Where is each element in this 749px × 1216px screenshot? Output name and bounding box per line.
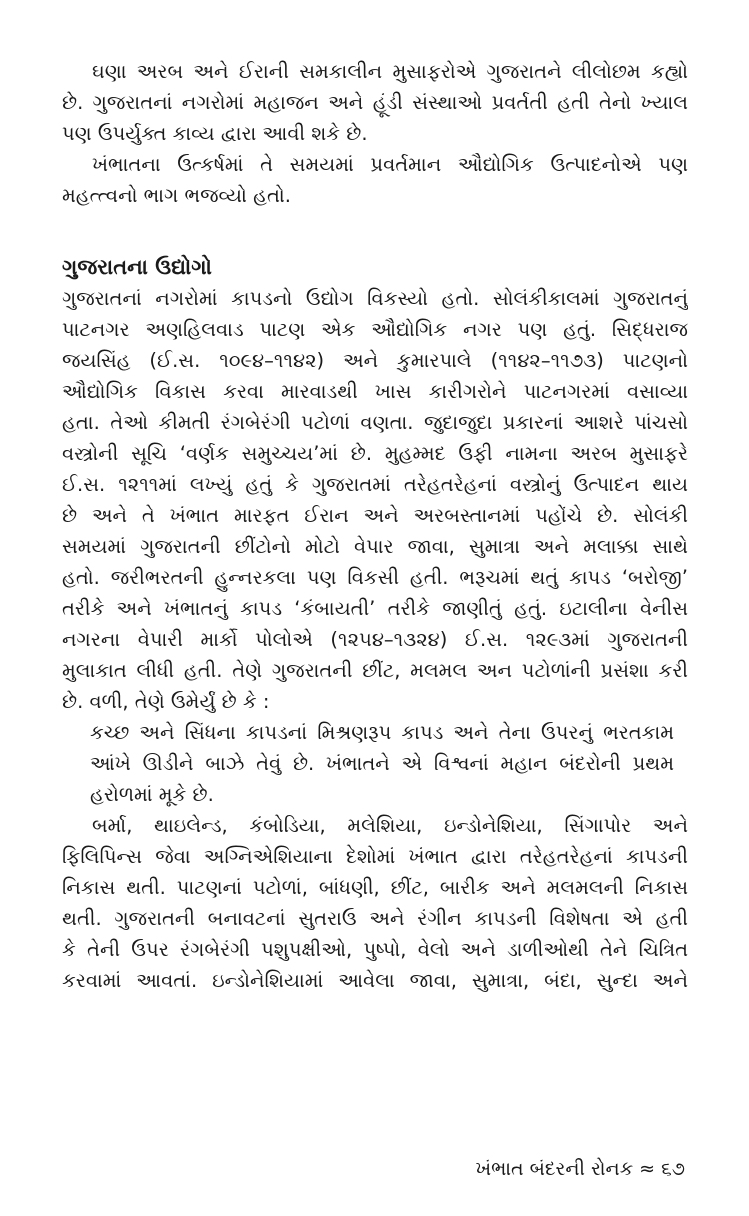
section-heading: ગુજરાતના ઉદ્યોગો — [62, 255, 212, 279]
text-line: છે. ગુજરાતનાં નગરોમાં મહાજન અને હૂંડી સંસ્થાઓ પ્રવર્તતી હતી તેનો ખ્યાલ — [62, 91, 688, 114]
page-body — [62, 56, 688, 996]
text-line: મુલાકાત લીધી હતી. તેણે ગુજરાતની છીંટ, મલમલ અન પટોળાંની પ્રસંશા કરી — [62, 659, 688, 682]
text-line: પણ ઉપર્યુક્ત કાવ્ય દ્વારા આવી શકે છે. — [62, 122, 368, 145]
page-number: ૬૭ — [661, 1158, 685, 1180]
text-line: બર્મા, થાઇલેન્ડ, કંબોડિયા, મલેશિયા, ઇન્ડોનેશિયા, સિંગાપોર અને — [92, 814, 688, 837]
body-paragraph — [62, 283, 688, 717]
text-line: કરવામાં આવતાં. ઇન્ડોનેશિયામાં આવેલા જાવા, સુમાત્રા, બંદા, સુન્દા અને — [62, 969, 688, 992]
text-line: હતો. જરીભરતની હુન્નરકલા પણ વિકસી હતી. ભરૂચમાં થતું કાપડ ‘બરોજી’ — [62, 566, 688, 589]
page-footer — [476, 1156, 685, 1182]
text-line: હતા. તેઓ કીમતી રંગબેરંગી પટોળાં વણતા. જુદાજુદા પ્રકારનાં આશરે પાંચસો — [62, 411, 688, 434]
text-line: નગરના વેપારી માર્કો પોલોએ (૧૨૫૪–૧૩૨૪) ઈ.સ. ૧૨૯૩માં ગુજરાતની — [62, 628, 688, 651]
text-line: વસ્ત્રોની સૂચિ ‘વર્ણક સમુચ્ચય’માં છે. મુહમ્મદ ઉફી નામના અરબ મુસાફરે — [62, 442, 688, 465]
closing-paragraph — [62, 810, 688, 996]
text-line: ગુજરાતનાં નગરોમાં કાપડનો ઉદ્યોગ વિકસ્યો હતો. સોલંકીકાલમાં ગુજરાતનું — [62, 287, 688, 310]
text-line: ખંભાતના ઉત્કર્ષમાં તે સમયમાં પ્રવર્તમાન ઔદ્યોગિક ઉત્પાદનોએ પણ — [92, 153, 688, 176]
text-line: કે તેની ઉપર રંગબેરંગી પશુપક્ષીઓ, પુષ્પો, વેલો અને ડાળીઓથી તેને ચિત્રિત — [62, 938, 688, 961]
text-line: જયસિંહ (ઈ.સ. ૧૦૯૪–૧૧૪૨) અને કુમારપાલે (૧૧૪૨–૧૧૭૩) પાટણનો — [62, 349, 688, 372]
text-line: નિકાસ થતી. પાટણનાં પટોળાં, બાંધણી, છીંટ, બારીક અને મલમલની નિકાસ — [62, 876, 688, 899]
text-line: ફિલિપિન્સ જેવા અગ્નિએશિયાના દેશોમાં ખંભાત દ્વારા તરેહતરેહનાં કાપડની — [62, 845, 688, 868]
text-line: છે. વળી, તેણે ઉમેર્યું છે કે : — [62, 690, 270, 713]
text-line: ઘણા અરબ અને ઈરાની સમકાલીન મુસાફરોએ ગુજરાતને લીલોછમ કહ્યો — [92, 60, 688, 83]
quote-line: હરોળમાં મૂકે છે. — [90, 783, 214, 806]
footer-separator: ≈ — [639, 1158, 656, 1180]
text-line: તરીકે અને ખંભાતનું કાપડ ‘કંબાયતી’ તરીકે જાણીતું હતું. ઇટાલીના વેનીસ — [62, 597, 688, 620]
text-line: થતી. ગુજરાતની બનાવટનાં સુતરાઉ અને રંગીન કાપડની વિશેષતા એ હતી — [62, 907, 688, 930]
text-line: પાટનગર અણહિલવાડ પાટણ એક ઔદ્યોગિક નગર પણ હતું. સિદ્ધરાજ — [62, 318, 688, 341]
text-line: સમયમાં ગુજરાતની છીંટોનો મોટો વેપાર જાવા, સુમાત્રા અને મલાક્કા સાથે — [62, 535, 688, 558]
intro-paragraph — [62, 56, 688, 211]
text-line: છે અને તે ખંભાત મારફત ઈરાન અને અરબસ્તાનમાં પહોંચે છે. સોલંકી — [62, 504, 688, 527]
quote-line: કચ્છ અને સિંધના કાપડનાં મિશ્રણરૂપ કાપડ અને તેના ઉપરનું ભરતકામ — [90, 721, 674, 744]
text-line: ઔદ્યોગિક વિકાસ કરવા મારવાડથી ખાસ કારીગરોને પાટનગરમાં વસાવ્યા — [62, 380, 688, 403]
text-line: મહત્ત્વનો ભાગ ભજવ્યો હતો. — [62, 184, 291, 207]
quote-line: આંખે ઊડીને બાઝે તેવું છે. ખંભાતને એ વિશ્વનાં મહાન બંદરોની પ્રથમ — [90, 752, 674, 775]
block-quote — [62, 717, 688, 810]
text-line: ઈ.સ. ૧૨૧૧માં લખ્યું હતું કે ગુજરાતમાં તરેહતરેહનાં વસ્ત્રોનું ઉત્પાદન થાય — [62, 473, 688, 496]
running-title: ખંભાત બંદરની રોનક — [475, 1158, 634, 1180]
